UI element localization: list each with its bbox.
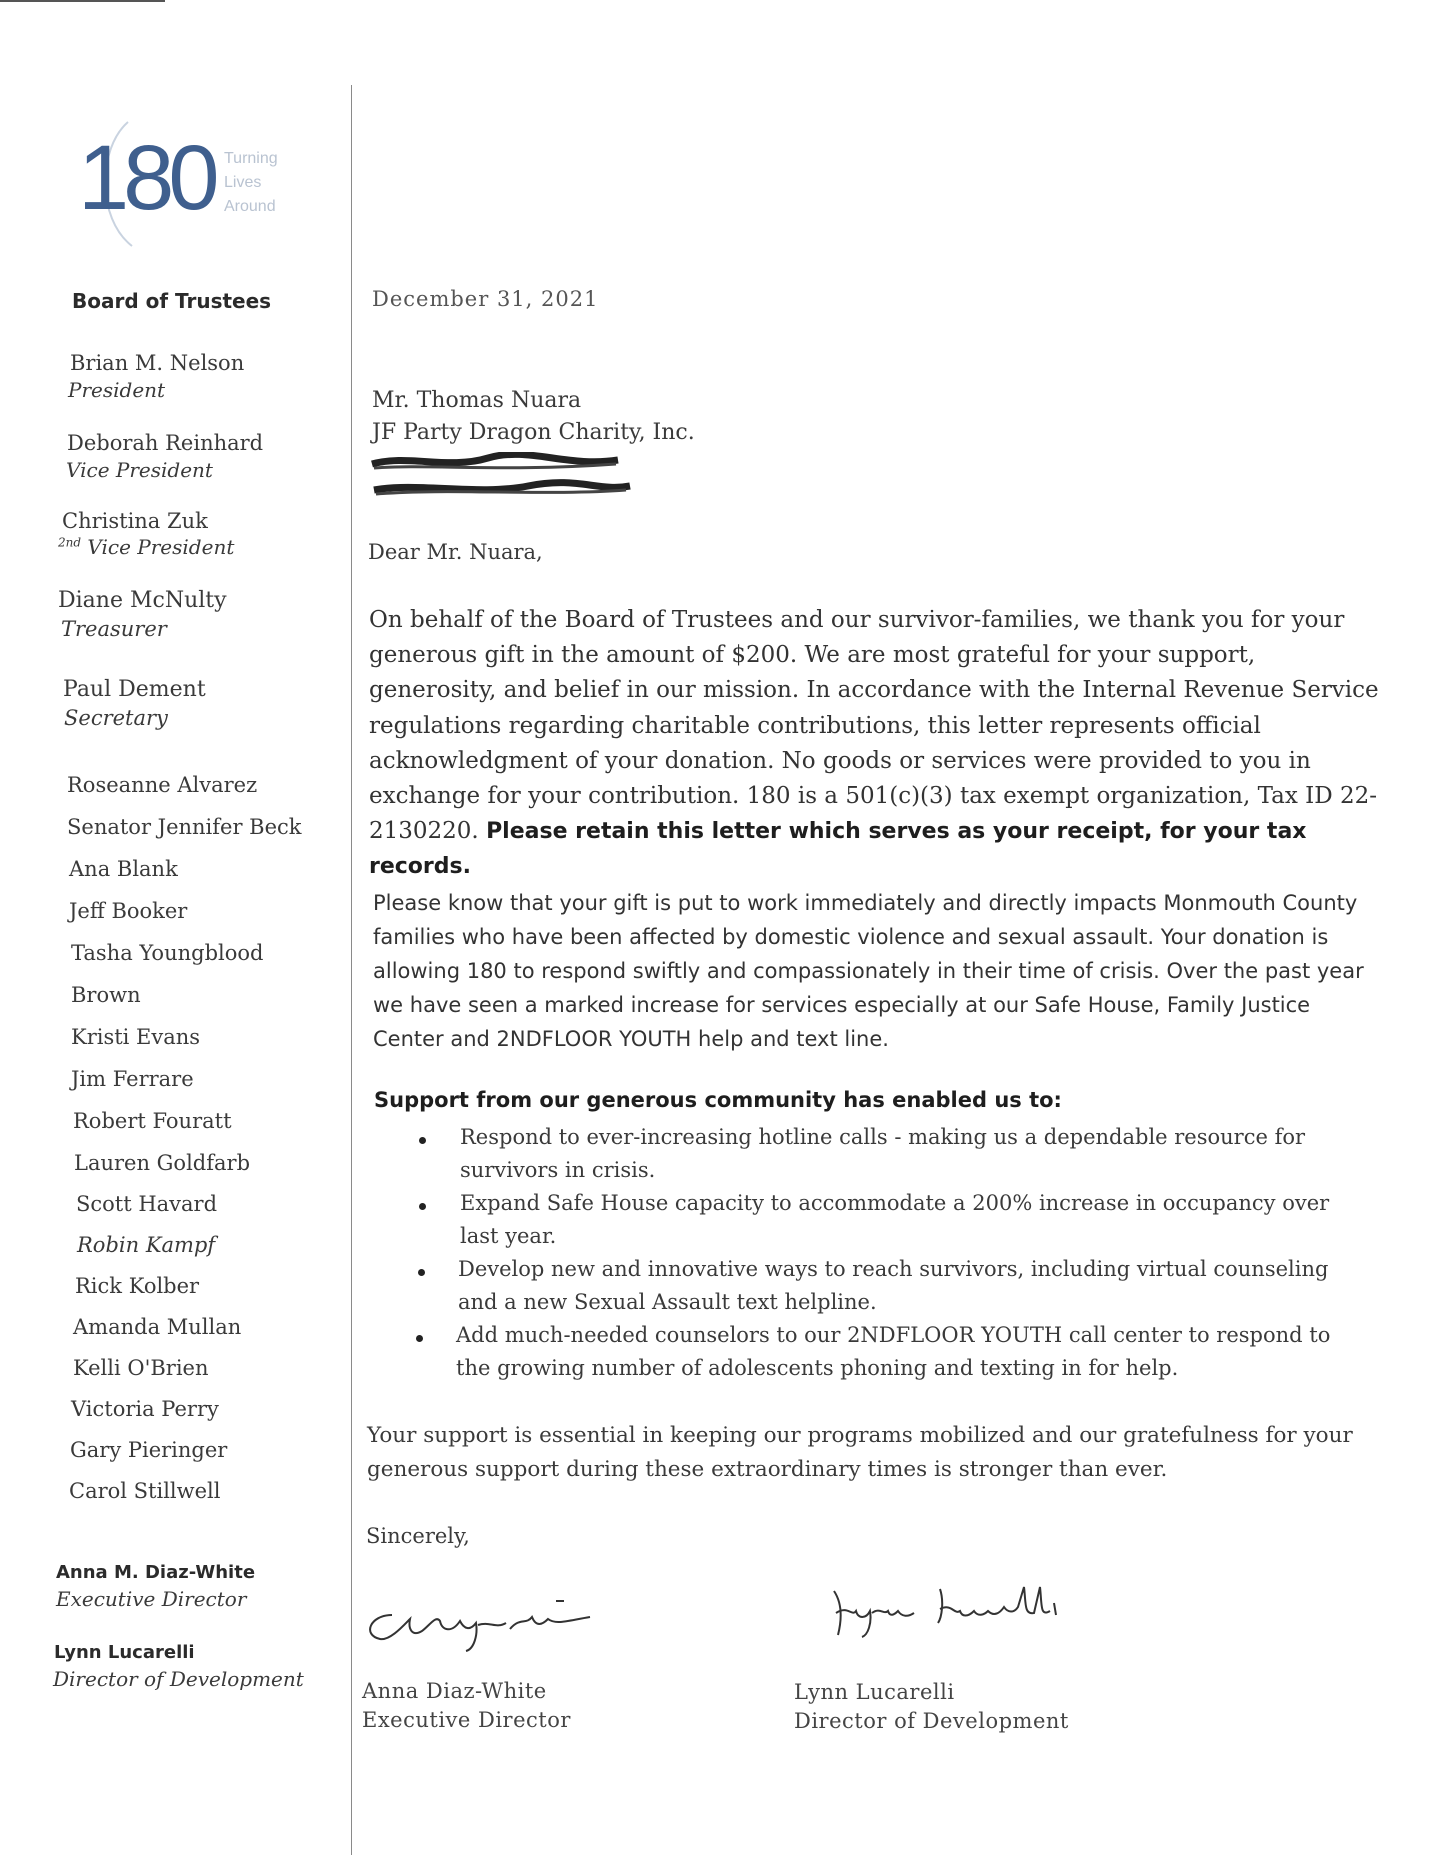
officer-name: Paul Dement [63, 677, 206, 702]
board-member: Ana Blank [69, 857, 178, 881]
signature-diaz-white-icon [360, 1595, 630, 1655]
logo-tagline-line: Lives [224, 174, 262, 191]
staff-title: Director of Development [53, 1667, 304, 1691]
board-member: Amanda Mullan [73, 1315, 242, 1339]
staff-title: Executive Director [56, 1587, 247, 1611]
bullet-icon [416, 1335, 423, 1342]
staff-name: Anna M. Diaz-White [56, 1562, 256, 1583]
list-item: Respond to ever-increasing hotline calls - making us a dependable resource for survivors in crisis. [460, 1125, 1306, 1182]
paragraph-closing: Your support is essential in keeping our programs mobilized and our gratefulness for your generous support during these extraordinary times is stronger than ever. [367, 1423, 1353, 1482]
board-member: Scott Havard [76, 1192, 218, 1216]
staff-name: Lynn Lucarelli [54, 1642, 195, 1663]
officer-title: Vice President [66, 458, 213, 482]
board-member: Gary Pieringer [70, 1438, 228, 1462]
officer-name: Christina Zuk [62, 509, 208, 533]
signer-name: Lynn Lucarelli [794, 1680, 955, 1704]
redacted-address-icon [368, 452, 638, 502]
sidebar-divider [351, 85, 352, 1855]
board-member: Victoria Perry [71, 1397, 219, 1421]
recipient-name: Mr. Thomas Nuara [372, 388, 582, 413]
board-member: Kristi Evans [71, 1025, 201, 1049]
support-heading: Support from our generous community has enabled us to: [374, 1088, 1062, 1112]
signer-title: Executive Director [362, 1708, 571, 1732]
board-member: Brown [71, 983, 141, 1007]
top-edge-line [0, 0, 165, 2]
officer-title: President [68, 378, 166, 402]
officer-title-text: Vice President [87, 535, 235, 559]
paragraph-acknowledgment [369, 603, 1389, 885]
recipient-organization: JF Party Dragon Charity, Inc. [372, 420, 695, 445]
officer-name: Deborah Reinhard [67, 431, 264, 455]
officer-name: Diane McNulty [58, 588, 227, 613]
sign-off: Sincerely, [366, 1524, 470, 1548]
paragraph-acknowledgment-text: On behalf of the Board of Trustees and our survivor-families, we thank you for your generous gift in the amount of $200. We are most grateful for your support, generosity, and belief in our mission. In accordance with the Internal Revenue Service regulations regarding charitable contributions, this letter represents official acknowledgment of your donation. No goods or services were provided to you in exchange for your contribution. 180 is a 501(c)(3) tax exempt organization, Tax ID 22-2130220. [369, 607, 1379, 845]
logo-tagline [224, 147, 304, 219]
board-member: Tasha Youngblood [71, 941, 264, 965]
bullet-icon [418, 1269, 425, 1276]
board-member: Robert Fouratt [73, 1109, 232, 1133]
board-member: Lauren Goldfarb [74, 1151, 251, 1175]
board-member: Rick Kolber [75, 1274, 200, 1298]
bullet-icon [419, 1137, 426, 1144]
board-member: Carol Stillwell [69, 1479, 221, 1503]
bullet-icon [419, 1203, 426, 1210]
board-member: Senator Jennifer Beck [67, 815, 302, 839]
list-item: Develop new and innovative ways to reach survivors, including virtual counseling and a new Sexual Assault text helpline. [458, 1257, 1329, 1314]
receipt-notice: Please retain this letter which serves as your receipt, for your tax records. [369, 819, 1307, 880]
signer-name: Anna Diaz-White [362, 1679, 547, 1703]
board-member: Jim Ferrare [71, 1067, 194, 1091]
list-item: Expand Safe House capacity to accommodate a 200% increase in occupancy over last year. [460, 1191, 1330, 1248]
logo-tagline-line: Around [224, 198, 276, 215]
logo-tagline-line: Turning [224, 150, 278, 167]
letter-date: December 31, 2021 [372, 287, 599, 311]
officer-title-ordinal: 2nd [58, 535, 82, 550]
officer-title: Treasurer [61, 617, 167, 641]
signer-title: Director of Development [794, 1709, 1069, 1733]
paragraph-impact: Please know that your gift is put to work immediately and directly impacts Monmouth County families who have been affected by domestic violence and sexual assault. Your donation is allowing 180 to respond swiftly and compassionately in their time of crisis. Over the past year we have seen a marked increase for services especially at our Safe House, Family Justice Center and 2NDFLOOR YOUTH help and text line. [373, 891, 1364, 1051]
officer-title [58, 535, 234, 559]
signature-lucarelli-icon [828, 1583, 1088, 1643]
board-member: Robin Kampf [77, 1233, 216, 1257]
salutation: Dear Mr. Nuara, [368, 540, 543, 564]
officer-name: Brian M. Nelson [70, 351, 245, 375]
board-heading: Board of Trustees [72, 289, 272, 313]
board-member: Roseanne Alvarez [67, 773, 258, 797]
board-member: Jeff Booker [69, 899, 188, 923]
list-item: Add much-needed counselors to our 2NDFLOOR YOUTH call center to respond to the growing number of adolescents phoning and texting in for help. [456, 1323, 1331, 1380]
board-member: Kelli O'Brien [73, 1356, 209, 1380]
logo-number: 180 [78, 127, 214, 229]
officer-title: Secretary [64, 706, 168, 730]
